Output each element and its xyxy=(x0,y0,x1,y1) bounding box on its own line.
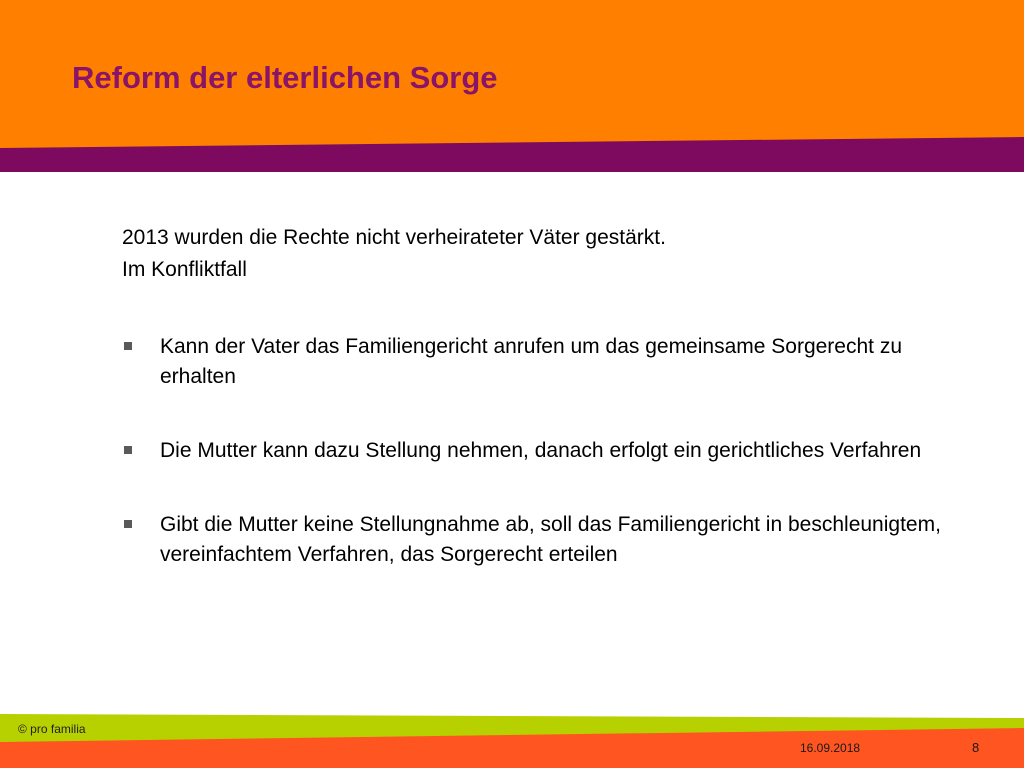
bullet-text: Gibt die Mutter keine Stellungnahme ab, soll das Familiengericht in beschleunigtem, vereinfachtem Verfahren, das Sorgerecht erteilen xyxy=(160,513,941,566)
bullet-item xyxy=(122,436,942,466)
intro-line-1: 2013 wurden die Rechte nicht verheirateter Väter gestärkt. xyxy=(122,226,666,249)
header-purple-stripe xyxy=(0,137,1024,172)
footer xyxy=(0,706,1024,768)
square-bullet-icon xyxy=(124,446,132,454)
bullet-text: Die Mutter kann dazu Stellung nehmen, danach erfolgt ein gerichtliches Verfahren xyxy=(160,439,922,462)
bullet-item xyxy=(122,332,942,392)
copyright-text: © pro familia xyxy=(18,722,86,736)
bullet-item xyxy=(122,510,942,570)
slide-title: Reform der elterlichen Sorge xyxy=(72,60,498,95)
bullet-text: Kann der Vater das Familiengericht anrufen um das gemeinsame Sorgerecht zu erhalten xyxy=(160,335,903,388)
footer-date: 16.09.2018 xyxy=(800,741,861,755)
square-bullet-icon xyxy=(124,520,132,528)
square-bullet-icon xyxy=(124,342,132,350)
intro-line-2: Im Konfliktfall xyxy=(122,258,247,281)
bullet-list xyxy=(122,332,942,614)
footer-bands xyxy=(0,706,1024,768)
page-number: 8 xyxy=(972,740,980,755)
slide-content xyxy=(122,222,942,566)
